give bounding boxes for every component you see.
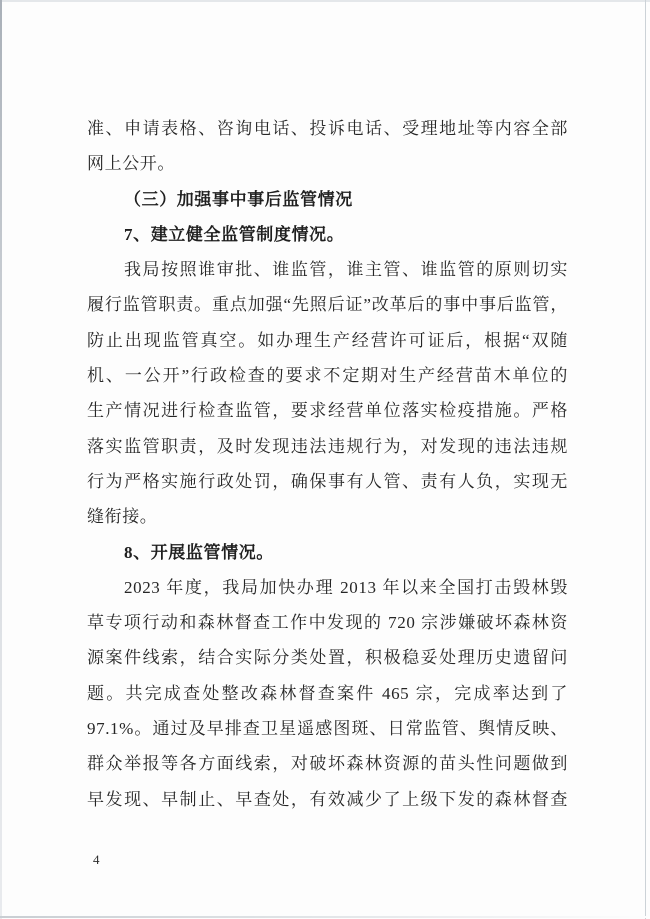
text-line: 缝衔接。 — [87, 507, 158, 527]
text-line: 我局按照谁审批、谁监管，谁主管、谁监管的原则切实 — [124, 260, 568, 280]
scan-edge-right — [645, 0, 646, 919]
text-line: 行为严格实施行政处罚，确保事有人管、责有人负，实现无 — [87, 471, 568, 491]
text-line: 机、一公开”行政检查的要求不定期对生产经营苗木单位的 — [87, 366, 568, 386]
paragraph-block — [87, 252, 568, 534]
text-line: 源案件线索，结合实际分类处置，积极稳妥处理历史遗留问 — [87, 648, 568, 668]
text-line: 草专项行动和森林督查工作中发现的 720 宗涉嫌破坏森林资 — [87, 613, 568, 633]
paragraph-block — [87, 111, 568, 182]
scan-edge-left — [0, 0, 2, 919]
document-content — [87, 111, 568, 817]
heading-block — [87, 217, 568, 252]
heading-block — [87, 535, 568, 570]
text-line: 履行监管职责。重点加强“先照后证”改革后的事中事后监管， — [87, 295, 568, 315]
text-line: 防止出现监管真空。如办理生产经营许可证后，根据“双随 — [87, 330, 568, 350]
heading-block — [87, 182, 568, 217]
text-line: 生产情况进行检查监管，要求经营单位落实检疫措施。严格 — [87, 401, 568, 421]
text-line: 2023 年度，我局加快办理 2013 年以来全国打击毁林毁 — [124, 577, 568, 597]
text-line: 网上公开。 — [87, 154, 175, 174]
text-line: 97.1%。通过及早排查卫星遥感图斑、日常监管、舆情反映、 — [87, 719, 568, 739]
heading-line: 8、开展监管情况。 — [124, 542, 274, 562]
text-line: 早发现、早制止、早查处，有效减少了上级下发的森林督查 — [87, 789, 568, 809]
scan-edge-bottom — [0, 916, 650, 918]
text-line: 落实监管职责，及时发现违法违规行为，对发现的违法违规 — [87, 436, 568, 456]
text-line: 准、申请表格、咨询电话、投诉电话、受理地址等内容全部 — [87, 119, 568, 138]
text-line: 题。共完成查处整改森林督查案件 465 宗，完成率达到了 — [87, 683, 568, 703]
page-number: 4 — [93, 852, 100, 867]
paragraph-block — [87, 570, 568, 817]
text-line: 群众举报等各方面线索，对破坏森林资源的苗头性问题做到 — [87, 754, 568, 774]
scan-edge-top — [0, 0, 650, 2]
heading-line: 7、建立健全监管制度情况。 — [124, 224, 345, 244]
heading-line: （三）加强事中事后监管情况 — [124, 189, 353, 209]
